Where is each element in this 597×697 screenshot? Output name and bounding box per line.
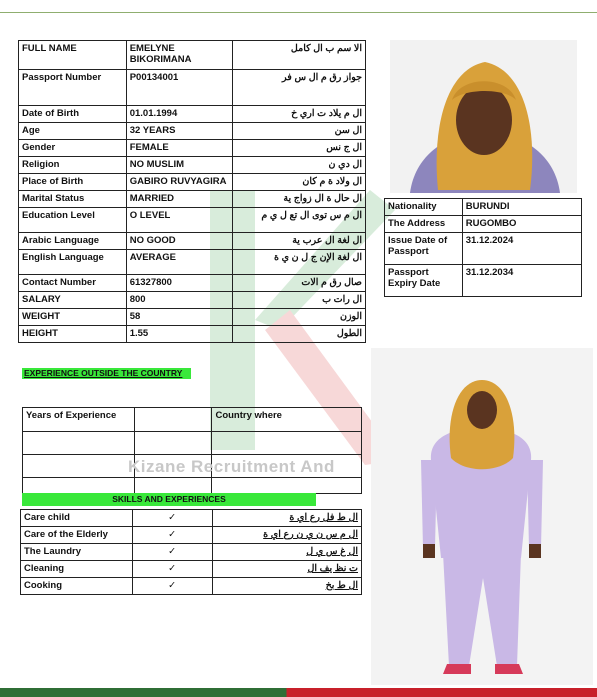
field-arabic-label: ال دي ن bbox=[232, 157, 366, 174]
field-label: Religion bbox=[19, 157, 127, 174]
skill-arabic-label: ال ط فل رع اي ة bbox=[212, 510, 362, 527]
skill-label: Care of the Elderly bbox=[21, 527, 133, 544]
field-arabic-label: ال م س توى ال تع ل ي م bbox=[232, 208, 366, 233]
field-arabic-label: الطول bbox=[232, 326, 366, 343]
personal-row bbox=[19, 157, 366, 174]
field-value: O LEVEL bbox=[126, 208, 232, 233]
field-label: FULL NAME bbox=[19, 41, 127, 70]
field-label: SALARY bbox=[19, 292, 127, 309]
experience-cell bbox=[134, 432, 212, 455]
field-value: 58 bbox=[126, 309, 232, 326]
field-label: Education Level bbox=[19, 208, 127, 233]
skill-label: The Laundry bbox=[21, 544, 133, 561]
skill-arabic-label: ال غ س ي ل bbox=[212, 544, 362, 561]
passport-field-value: 31.12.2024 bbox=[462, 233, 581, 265]
checkmark-icon: ✓ bbox=[132, 578, 212, 595]
checkmark-icon: ✓ bbox=[132, 544, 212, 561]
passport-field-value: 31.12.2034 bbox=[462, 265, 581, 297]
personal-row bbox=[19, 191, 366, 208]
experience-cell bbox=[23, 432, 135, 455]
passport-field-value: BURUNDI bbox=[462, 199, 581, 216]
passport-field-label: Nationality bbox=[385, 199, 463, 216]
field-label: Gender bbox=[19, 140, 127, 157]
field-value: 800 bbox=[126, 292, 232, 309]
personal-row bbox=[19, 292, 366, 309]
field-arabic-label: ال سن bbox=[232, 123, 366, 140]
personal-row bbox=[19, 106, 366, 123]
checkmark-icon: ✓ bbox=[132, 510, 212, 527]
personal-info-table bbox=[18, 40, 366, 343]
field-label: WEIGHT bbox=[19, 309, 127, 326]
passport-field-label: The Address bbox=[385, 216, 463, 233]
field-label: Passport Number bbox=[19, 70, 127, 106]
passport-row bbox=[385, 199, 582, 216]
personal-row bbox=[19, 140, 366, 157]
personal-row bbox=[19, 250, 366, 275]
skills-title: SKILLS AND EXPERIENCES bbox=[22, 493, 316, 506]
skill-arabic-label: ت نظ يف ال bbox=[212, 561, 362, 578]
field-value: GABIRO RUVYAGIRA bbox=[126, 174, 232, 191]
experience-cell bbox=[134, 478, 212, 494]
company-watermark-text: Kizane Recruitment And bbox=[128, 457, 335, 476]
footer-color-bar bbox=[0, 688, 597, 697]
skill-row bbox=[21, 510, 362, 527]
passport-row bbox=[385, 233, 582, 265]
field-value: EMELYNE BIKORIMANA bbox=[126, 41, 232, 70]
field-value: AVERAGE bbox=[126, 250, 232, 275]
passport-field-label: Passport Expiry Date bbox=[385, 265, 463, 297]
checkmark-icon: ✓ bbox=[132, 527, 212, 544]
skills-table bbox=[20, 509, 362, 595]
field-label: Age bbox=[19, 123, 127, 140]
field-label: Marital Status bbox=[19, 191, 127, 208]
personal-row bbox=[19, 174, 366, 191]
passport-field-value: RUGOMBO bbox=[462, 216, 581, 233]
portrait-photo bbox=[390, 40, 577, 193]
field-arabic-label: ال م يلاد ت اري خ bbox=[232, 106, 366, 123]
experience-cell bbox=[212, 432, 362, 455]
field-arabic-label: ال حال ة ال زواج ية bbox=[232, 191, 366, 208]
personal-row bbox=[19, 309, 366, 326]
field-label: Place of Birth bbox=[19, 174, 127, 191]
field-arabic-label: ال لغة ال عرب ية bbox=[232, 233, 366, 250]
field-label: HEIGHT bbox=[19, 326, 127, 343]
field-arabic-label: جواز رق م ال س فر bbox=[232, 70, 366, 106]
field-arabic-label: الوزن bbox=[232, 309, 366, 326]
passport-info-table bbox=[384, 198, 582, 297]
field-arabic-label: ال ج نس bbox=[232, 140, 366, 157]
field-value: NO GOOD bbox=[126, 233, 232, 250]
experience-cell bbox=[23, 478, 135, 494]
personal-row bbox=[19, 70, 366, 106]
field-value: P00134001 bbox=[126, 70, 232, 106]
experience-title: EXPERIENCE OUTSIDE THE COUNTRY bbox=[22, 368, 191, 379]
personal-row bbox=[19, 123, 366, 140]
skill-arabic-label: ال ط بخ bbox=[212, 578, 362, 595]
experience-cell bbox=[212, 478, 362, 494]
field-value: NO MUSLIM bbox=[126, 157, 232, 174]
skill-label: Care child bbox=[21, 510, 133, 527]
field-value: FEMALE bbox=[126, 140, 232, 157]
passport-row bbox=[385, 216, 582, 233]
experience-table bbox=[22, 407, 362, 494]
skill-row bbox=[21, 578, 362, 595]
personal-row bbox=[19, 208, 366, 233]
field-arabic-label: ال لغة الإن ج ل ن ي ة bbox=[232, 250, 366, 275]
field-arabic-label: صال رق م الات bbox=[232, 275, 366, 292]
experience-header-years: Years of Experience bbox=[23, 408, 135, 432]
personal-row bbox=[19, 326, 366, 343]
field-label: English Language bbox=[19, 250, 127, 275]
passport-field-label: Issue Date of Passport bbox=[385, 233, 463, 265]
field-value: 01.01.1994 bbox=[126, 106, 232, 123]
full-body-photo bbox=[371, 348, 593, 685]
personal-row bbox=[19, 275, 366, 292]
checkmark-icon: ✓ bbox=[132, 561, 212, 578]
header-rule bbox=[0, 12, 597, 13]
experience-header-country: Country where bbox=[212, 408, 362, 432]
field-label: Contact Number bbox=[19, 275, 127, 292]
field-value: 61327800 bbox=[126, 275, 232, 292]
skill-row bbox=[21, 561, 362, 578]
field-value: 1.55 bbox=[126, 326, 232, 343]
personal-row bbox=[19, 233, 366, 250]
field-value: MARRIED bbox=[126, 191, 232, 208]
skill-label: Cooking bbox=[21, 578, 133, 595]
skill-label: Cleaning bbox=[21, 561, 133, 578]
experience-cell bbox=[23, 455, 135, 478]
field-arabic-label: الا سم ب ال كامل bbox=[232, 41, 366, 70]
field-arabic-label: ال ولاد ة م كان bbox=[232, 174, 366, 191]
skill-arabic-label: ال م س ن ي ن رع اي ة bbox=[212, 527, 362, 544]
passport-row bbox=[385, 265, 582, 297]
field-label: Arabic Language bbox=[19, 233, 127, 250]
personal-row bbox=[19, 41, 366, 70]
skill-row bbox=[21, 527, 362, 544]
field-arabic-label: ال رات ب bbox=[232, 292, 366, 309]
skill-row bbox=[21, 544, 362, 561]
experience-header-blank bbox=[134, 408, 212, 432]
field-label: Date of Birth bbox=[19, 106, 127, 123]
field-value: 32 YEARS bbox=[126, 123, 232, 140]
